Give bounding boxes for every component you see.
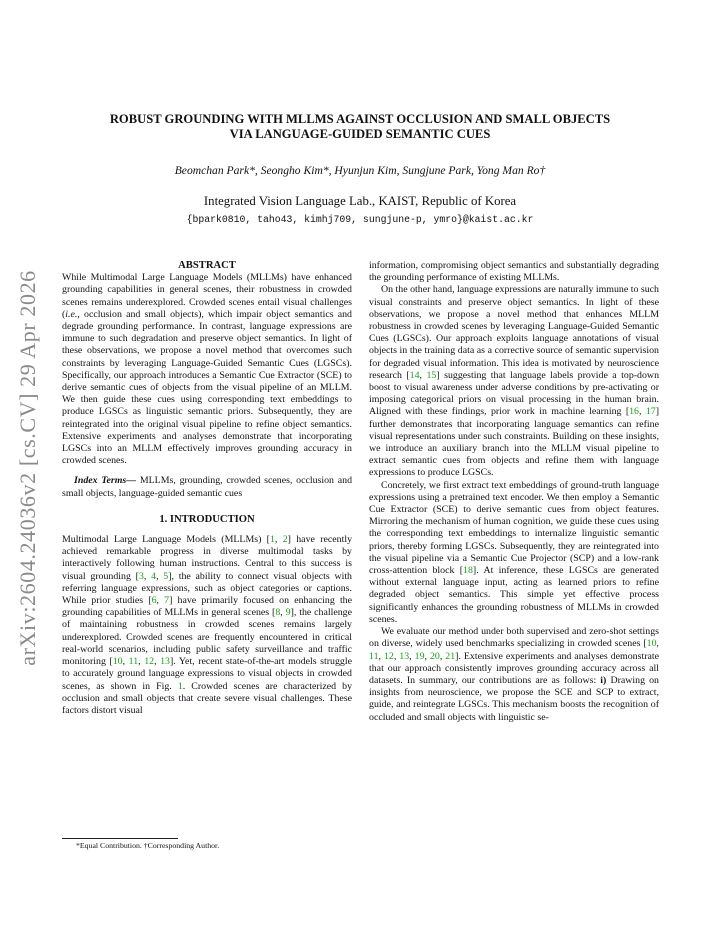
citation-link[interactable]: 8 — [275, 607, 281, 619]
citation-link[interactable]: 3 — [138, 570, 144, 582]
abstract-part: occlusion and small objects), which impair object semantics and degrade grounding performance. In contrast, language expressions are immune to such degradation and preserve object semantics. In light of these observations, we propose a novel method that overcomes such constraints by leveraging Language-Guided Semantic Cues (LGSCs). Specifically, our approach introduces a Semantic Cue Extractor (SCE) to derive semantic cues of objects from the visual pipeline of an MLLM. We then guide these cues using corresponding text embeddings to produce LGSCs as linguistic semantic priors. Subsequently, they are reintegrated into the original visual pipeline to refine object semantics. Extensive experiments and analyses demonstrate that incorporating LGSCs into an MLLM effectively improves grounding accuracy in crowded scenes. — [62, 308, 352, 467]
abstract-heading: ABSTRACT — [178, 260, 236, 271]
paper-title — [60, 112, 660, 142]
text: ] have primarily focused on enhancing the grounding capabilities of MLLMs in general scenes [ — [62, 595, 353, 619]
citation-link[interactable]: 20 — [429, 650, 440, 662]
affiliation: Integrated Vision Language Lab., KAIST, Republic of Korea — [203, 194, 517, 208]
text: Drawing on insights from neuroscience, we propose the SCE and SCP to extract, guide, and reintegrate LGSCs. This mechanism boosts the recognition of occluded and small objects with linguistic se- — [369, 674, 659, 723]
figure-link[interactable]: 1 — [177, 680, 183, 692]
contribution-marker: i) — [600, 674, 607, 686]
text: We evaluate our method under both supervised and zero-shot settings on diverse, widely used benchmarks specializing in crowded scenes [ — [369, 626, 659, 650]
abstract-ie: i.e., — [65, 308, 80, 320]
citation-link[interactable]: 19 — [414, 650, 425, 662]
left-column — [62, 260, 352, 717]
citation-link[interactable]: 2 — [282, 534, 288, 546]
text: ] suggesting that language labels provide a top-down boost to visual awareness under adverse conditions by pre-activating or imposing categorical priors on visual processing in the human brain. Aligned with these findings, prior work in machine learning [ — [369, 369, 660, 418]
intro-paragraph: On the other hand, language expressions are naturally immune to such visual constraints and preserve object semantics. In light of these observations, we propose a novel method that enhances MLLM robustness in crowded scenes by leveraging Language-Guided Semantic Cues (LGSCs). Our approach exploits language annotations of visual objects in the training data as a corrective source of semantic supervision for degraded visual information. This idea is motivated by neuroscience research [14, 15] suggesting that language labels provide a top-down boost to visual awareness under adverse conditions by pre-activating or imposing categorical priors on visual processing in the human brain. Aligned with these findings, prior work in machine learning [16, 17] further demonstrates that incorporating language semantics can refine visual representations under such constraints. Building on these insights, we introduce an auxiliary branch into the MLLM visual pipeline to extract semantic cues from objects and refine them with language expressions to produce LGSCs. — [369, 284, 660, 479]
intro-paragraph — [369, 480, 659, 626]
title-line-1: ROBUST GROUNDING WITH MLLMS AGAINST OCCLUSION AND SMALL OBJECTS — [109, 112, 611, 126]
text: ]. At inference, these LGSCs are generated without external language input, acting as learned priors to refine degraded object semantics. This simple yet effective process significantly enhances the grounding robustness of MLLMs in crowded scenes. — [369, 565, 659, 625]
right-column — [369, 260, 659, 724]
text: ], the challenge of maintaining robustness in crowded scenes remains largely underexplored. Crowded scenes are frequently encountered in critical real-world scenarios, including public safety surveillance and traffic monitoring [ — [62, 607, 353, 668]
citation-link[interactable]: 1 — [269, 534, 275, 546]
text: . Crowded scenes are characterized by occlusion and small objects that create severe visual challenges. These factors distort visual — [62, 680, 353, 716]
index-terms — [62, 475, 352, 499]
text: ] further demonstrates that incorporating language semantics can refine visual representations under such constraints. Building on these insights, we introduce an auxiliary branch into the MLLM visual pipeline to extract semantic cues from objects and refine them with language expressions to produce LGSCs. — [369, 406, 659, 479]
citation-link[interactable]: 18 — [463, 565, 473, 577]
citation-link[interactable]: 15 — [426, 369, 437, 381]
text: ]. Yet, recent state-of-the-art models struggle to accurately ground language expressions to visual objects in crowded scenes, as shown in Fig. — [62, 656, 352, 692]
citation-link[interactable]: 10 — [112, 656, 123, 668]
citation-link[interactable]: 12 — [383, 650, 394, 662]
index-terms-text: MLLMs, grounding, crowded scenes, occlusion and small objects, language-guided semantic cues — [62, 475, 353, 499]
intro-heading: 1. INTRODUCTION — [159, 513, 255, 525]
arxiv-id: arXiv:2604.24036v2 [cs.CV] 29 Apr 2026 — [15, 270, 41, 666]
arxiv-stamp — [8, 258, 48, 678]
citation-link[interactable]: 16 — [629, 406, 639, 418]
citation-link[interactable]: 11 — [369, 650, 379, 662]
index-terms-label: Index Terms— — [74, 475, 137, 487]
footnote-rule — [62, 838, 178, 839]
citation-link[interactable]: 6 — [151, 595, 157, 607]
footnote: *Equal Contribution. †Corresponding Author. — [76, 841, 220, 850]
citation-link[interactable]: 4 — [151, 570, 157, 582]
abstract-part: While Multimodal Large Language Models (MLLMs) have enhanced grounding capabilities in general scenes, their robustness in crowded scenes remains underexplored. Crowded scenes entail visual challenges ( — [62, 272, 352, 320]
email-list: {bpark0810, taho43, kimhj709, sungjune-p, ymro}@kaist.ac.kr — [186, 214, 534, 225]
text: ], the ability to connect visual objects with referring language expressions, such as object categories or captions. While prior studies [ — [62, 570, 352, 607]
text: ]. Extensive experiments and analyses demonstrate that our approach consistently improves grounding accuracy across all datasets. In summary, our contributions are as follows: — [369, 650, 660, 686]
abstract-text — [62, 272, 352, 467]
citation-link[interactable]: 7 — [164, 595, 170, 607]
citation-link[interactable]: 11 — [128, 656, 139, 668]
citation-link[interactable]: 9 — [285, 607, 291, 619]
intro-paragraph: We evaluate our method under both supervised and zero-shot settings on diverse, widely used benchmarks specializing in crowded scenes [10, 11, 12, 13, 19, 20, 21]. Extensive experiments and analyses demonstrate that our approach consistently improves grounding accuracy across all datasets. In summary, our contributions are as follows: i) Drawing on insights from neuroscience, we propose the SCE and SCP to extract, guide, and reintegrate LGSCs. This mechanism boosts the recognition of occluded and small objects with linguistic se- — [369, 626, 660, 723]
citation-link[interactable]: 13 — [399, 650, 410, 662]
text: On the other hand, language expressions are naturally immune to such visual constraints and preserve object semantics. In light of these observations, we propose a novel method that enhances MLLM robustness in crowded scenes by leveraging Language-Guided Semantic Cues (LGSCs). Our approach exploits language annotations of visual objects in the training data as a corrective source of semantic supervision for degraded visual information. This idea is motivated by neuroscience research [ — [369, 284, 659, 381]
intro-paragraph-cont: information, compromising object semantics and substantially degrading the grounding performance of existing MLLMs. — [369, 260, 659, 284]
title-line-2: VIA LANGUAGE-GUIDED SEMANTIC CUES — [229, 127, 491, 141]
citation-link[interactable]: 10 — [646, 638, 657, 650]
author-list: Beomchan Park*, Seongho Kim*, Hyunjun Kim, Sungjune Park, Yong Man Ro† — [174, 164, 546, 177]
citation-link[interactable]: 13 — [160, 656, 170, 668]
text: Concretely, we first extract text embeddings of ground-truth language expressions using a pretrained text encoder. We then employ a Semantic Cue Extractor (SCE) to derive semantic cues from object features. Mirroring the mechanism of human cognition, we guide these cues using the corresponding text embeddings to internalize linguistic semantic priors, thereby forming LGSCs. Subsequently, they are reintegrated into the visual pipeline via a Semantic Cue Projector (SCP) and a low-rank cross-attention block [ — [369, 479, 659, 577]
citation-link[interactable]: 21 — [445, 650, 456, 662]
citation-link[interactable]: 5 — [163, 570, 169, 582]
text: Multimodal Large Language Models (MLLMs) [ — [62, 534, 270, 546]
text: ] have recently achieved remarkable progress in diverse multimodal tasks by interactively following human instructions. Central to this success is visual grounding [ — [62, 534, 353, 582]
intro-paragraph: Multimodal Large Language Models (MLLMs) [1, 2] have recently achieved remarkable progress in diverse multimodal tasks by interactively following human instructions. Central to this success is visual grounding [3, 4, 5], the ability to connect visual objects with referring language expressions, such as object categories or captions. While prior studies [6, 7] have primarily focused on enhancing the grounding capabilities of MLLMs in general scenes [8, 9], the challenge of maintaining robustness in crowded scenes remains largely underexplored. Crowded scenes are frequently encountered in critical real-world scenarios, including public safety surveillance and traffic monitoring [10, 11, 12, 13]. Yet, recent state-of-the-art models struggle to accurately ground language expressions to visual objects in crowded scenes, as shown in Fig. 1. Crowded scenes are characterized by occlusion and small objects that create severe visual challenges. These factors distort visual — [62, 534, 353, 716]
citation-link[interactable]: 12 — [144, 656, 155, 668]
citation-link[interactable]: 14 — [409, 369, 420, 381]
citation-link[interactable]: 17 — [645, 406, 656, 418]
